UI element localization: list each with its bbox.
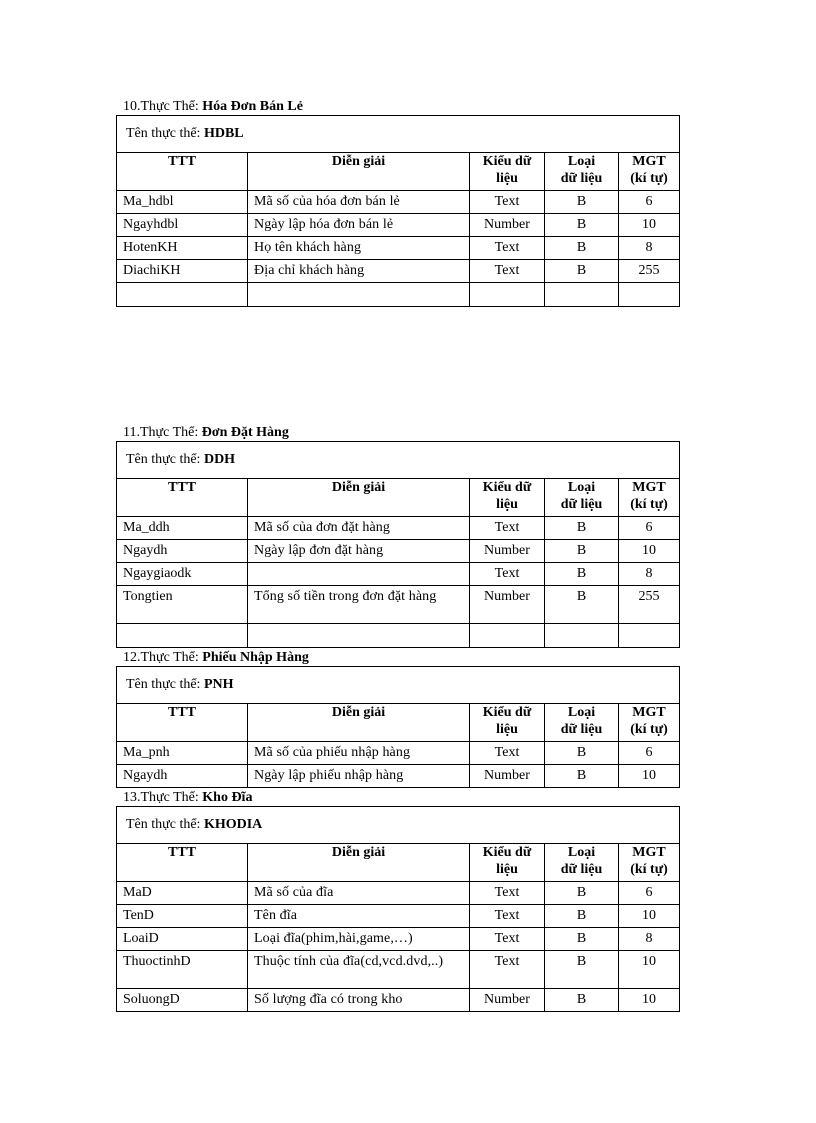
cell-loai-du-lieu: B	[545, 191, 619, 214]
cell-dien-giai: Thuộc tính của đĩa(cd,vcd.dvd,..)	[248, 951, 470, 989]
column-header-ttt	[117, 844, 248, 882]
section-number-label: 10.Thực Thể:	[123, 99, 199, 114]
entity-name-cell	[117, 116, 680, 153]
column-header-mgt	[619, 153, 680, 191]
column-header-kieu-du-lieu-text: Kiểu dữ	[482, 705, 532, 720]
empty-cell	[117, 624, 248, 648]
entity-code: DDH	[203, 452, 236, 467]
table-row	[117, 260, 680, 283]
cell-loai-du-lieu: B	[545, 905, 619, 928]
cell-dien-giai: Loại đĩa(phim,hài,game,…)	[248, 928, 470, 951]
column-header-kieu-du-lieu-text: Kiểu dữ	[482, 154, 532, 169]
cell-kieu-du-lieu: Text	[470, 191, 545, 214]
cell-kieu-du-lieu: Text	[470, 517, 545, 540]
cell-ttt: SoluongD	[117, 989, 248, 1012]
entity-code: KHODIA	[203, 817, 263, 832]
cell-dien-giai: Tên đĩa	[248, 905, 470, 928]
entity-name-row	[117, 807, 680, 844]
empty-cell	[248, 624, 470, 648]
entity-table	[116, 666, 680, 788]
column-header-mgt-text: (kí tự)	[630, 722, 668, 737]
column-header-dien-giai-text: Diễn giải	[331, 845, 386, 860]
header-row	[117, 704, 680, 742]
cell-loai-du-lieu: B	[545, 214, 619, 237]
entity-title: Kho Đĩa	[202, 790, 253, 805]
column-header-ttt-text: TTT	[167, 845, 196, 860]
entity-name-label: Tên thực thể:	[126, 452, 201, 467]
cell-mgt: 10	[619, 989, 680, 1012]
empty-cell	[470, 283, 545, 307]
column-header-dien-giai	[248, 479, 470, 517]
empty-cell	[117, 283, 248, 307]
entity-title: Phiếu Nhập Hàng	[202, 650, 309, 665]
cell-mgt: 6	[619, 742, 680, 765]
cell-mgt: 10	[619, 214, 680, 237]
column-header-loai-du-lieu	[545, 479, 619, 517]
column-header-loai-du-lieu-text: dữ liệu	[560, 171, 603, 186]
cell-mgt: 8	[619, 928, 680, 951]
cell-dien-giai	[248, 563, 470, 586]
cell-loai-du-lieu: B	[545, 237, 619, 260]
header-row	[117, 844, 680, 882]
column-header-kieu-du-lieu-text: liệu	[496, 497, 518, 512]
cell-loai-du-lieu: B	[545, 765, 619, 788]
cell-loai-du-lieu: B	[545, 540, 619, 563]
cell-kieu-du-lieu: Number	[470, 765, 545, 788]
cell-ttt: HotenKH	[117, 237, 248, 260]
section-number-label: 13.Thực Thể:	[123, 790, 199, 805]
table-row	[117, 928, 680, 951]
cell-kieu-du-lieu: Text	[470, 260, 545, 283]
column-header-loai-du-lieu	[545, 153, 619, 191]
table-row	[117, 214, 680, 237]
column-header-dien-giai-text: Diễn giải	[331, 705, 386, 720]
table-row	[117, 237, 680, 260]
column-header-kieu-du-lieu-text: Kiểu dữ	[482, 845, 532, 860]
column-header-dien-giai	[248, 704, 470, 742]
column-header-kieu-du-lieu	[470, 844, 545, 882]
cell-loai-du-lieu: B	[545, 989, 619, 1012]
cell-kieu-du-lieu: Number	[470, 989, 545, 1012]
empty-cell	[545, 283, 619, 307]
table-row	[117, 540, 680, 563]
cell-ttt: Ma_pnh	[117, 742, 248, 765]
column-header-mgt-text: MGT	[632, 480, 666, 495]
table-row	[117, 563, 680, 586]
entity-table	[116, 441, 680, 648]
entity-name-label: Tên thực thể:	[126, 126, 201, 141]
column-header-loai-du-lieu-text: dữ liệu	[560, 862, 603, 877]
cell-dien-giai: Mã số của hóa đơn bán lẻ	[248, 191, 470, 214]
table-row	[117, 951, 680, 989]
cell-ttt: MaD	[117, 882, 248, 905]
entity-name-row	[117, 442, 680, 479]
column-header-loai-du-lieu-text: dữ liệu	[560, 722, 603, 737]
column-header-dien-giai-text: Diễn giải	[331, 480, 386, 495]
empty-cell	[619, 283, 680, 307]
section-number-label: 11.Thực Thể:	[123, 425, 199, 440]
column-header-mgt	[619, 704, 680, 742]
cell-kieu-du-lieu: Number	[470, 586, 545, 624]
column-header-loai-du-lieu-text: Loại	[567, 154, 596, 169]
cell-mgt: 8	[619, 237, 680, 260]
column-header-mgt	[619, 844, 680, 882]
column-header-kieu-du-lieu-text: liệu	[496, 862, 518, 877]
cell-loai-du-lieu: B	[545, 882, 619, 905]
section-number-label: 12.Thực Thể:	[123, 650, 199, 665]
column-header-dien-giai-text: Diễn giải	[331, 154, 386, 169]
column-header-kieu-du-lieu-text: Kiểu dữ	[482, 480, 532, 495]
entity-name-cell	[117, 667, 680, 704]
column-header-mgt-text: (kí tự)	[630, 497, 668, 512]
section-heading	[123, 99, 303, 115]
cell-ttt: TenD	[117, 905, 248, 928]
cell-mgt: 6	[619, 882, 680, 905]
cell-mgt: 10	[619, 905, 680, 928]
cell-kieu-du-lieu: Text	[470, 951, 545, 989]
cell-dien-giai: Mã số của phiếu nhập hàng	[248, 742, 470, 765]
cell-kieu-du-lieu: Text	[470, 237, 545, 260]
cell-kieu-du-lieu: Text	[470, 928, 545, 951]
cell-dien-giai: Mã số của đĩa	[248, 882, 470, 905]
entity-name-cell	[117, 807, 680, 844]
cell-loai-du-lieu: B	[545, 742, 619, 765]
cell-dien-giai: Số lượng đĩa có trong kho	[248, 989, 470, 1012]
cell-ttt: Ma_hdbl	[117, 191, 248, 214]
cell-ttt: ThuoctinhD	[117, 951, 248, 989]
table-row	[117, 765, 680, 788]
column-header-ttt-text: TTT	[167, 480, 196, 495]
column-header-mgt-text: (kí tự)	[630, 171, 668, 186]
cell-ttt: DiachiKH	[117, 260, 248, 283]
column-header-ttt	[117, 479, 248, 517]
table-row	[117, 191, 680, 214]
cell-mgt: 6	[619, 191, 680, 214]
cell-kieu-du-lieu: Number	[470, 214, 545, 237]
cell-kieu-du-lieu: Text	[470, 882, 545, 905]
cell-mgt: 10	[619, 765, 680, 788]
empty-cell	[248, 283, 470, 307]
cell-mgt: 10	[619, 540, 680, 563]
entity-name-row	[117, 667, 680, 704]
section-heading	[123, 425, 289, 441]
cell-ttt: Ngaydh	[117, 540, 248, 563]
cell-kieu-du-lieu: Text	[470, 563, 545, 586]
column-header-kieu-du-lieu-text: liệu	[496, 171, 518, 186]
cell-kieu-du-lieu: Text	[470, 742, 545, 765]
cell-loai-du-lieu: B	[545, 928, 619, 951]
cell-dien-giai: Mã số của đơn đặt hàng	[248, 517, 470, 540]
entity-table	[116, 115, 680, 307]
cell-dien-giai: Ngày lập đơn đặt hàng	[248, 540, 470, 563]
column-header-ttt	[117, 704, 248, 742]
cell-ttt: Tongtien	[117, 586, 248, 624]
column-header-kieu-du-lieu	[470, 479, 545, 517]
entity-name-cell	[117, 442, 680, 479]
empty-cell	[470, 624, 545, 648]
entity-name-row	[117, 116, 680, 153]
column-header-mgt-text: MGT	[632, 154, 666, 169]
column-header-loai-du-lieu-text: Loại	[567, 845, 596, 860]
cell-dien-giai: Ngày lập phiếu nhập hàng	[248, 765, 470, 788]
column-header-loai-du-lieu-text: Loại	[567, 705, 596, 720]
column-header-mgt-text: (kí tự)	[630, 862, 668, 877]
empty-row	[117, 624, 680, 648]
empty-cell	[619, 624, 680, 648]
cell-ttt: LoaiD	[117, 928, 248, 951]
column-header-loai-du-lieu	[545, 704, 619, 742]
table-row	[117, 989, 680, 1012]
table-row	[117, 742, 680, 765]
cell-mgt: 255	[619, 260, 680, 283]
cell-dien-giai: Địa chỉ khách hàng	[248, 260, 470, 283]
column-header-kieu-du-lieu	[470, 153, 545, 191]
empty-cell	[545, 624, 619, 648]
cell-mgt: 10	[619, 951, 680, 989]
header-row	[117, 153, 680, 191]
entity-code: PNH	[203, 677, 234, 692]
cell-ttt: Ngayhdbl	[117, 214, 248, 237]
cell-loai-du-lieu: B	[545, 260, 619, 283]
entity-name-label: Tên thực thể:	[126, 677, 201, 692]
table-row	[117, 586, 680, 624]
table-row	[117, 905, 680, 928]
column-header-kieu-du-lieu	[470, 704, 545, 742]
column-header-loai-du-lieu-text: dữ liệu	[560, 497, 603, 512]
cell-dien-giai: Họ tên khách hàng	[248, 237, 470, 260]
cell-ttt: Ngaygiaodk	[117, 563, 248, 586]
cell-kieu-du-lieu: Text	[470, 905, 545, 928]
header-row	[117, 479, 680, 517]
empty-row	[117, 283, 680, 307]
entity-title: Hóa Đơn Bán Lẻ	[202, 99, 303, 114]
cell-kieu-du-lieu: Number	[470, 540, 545, 563]
column-header-mgt-text: MGT	[632, 845, 666, 860]
column-header-loai-du-lieu	[545, 844, 619, 882]
column-header-ttt-text: TTT	[167, 705, 196, 720]
column-header-ttt-text: TTT	[167, 154, 196, 169]
cell-mgt: 6	[619, 517, 680, 540]
cell-loai-du-lieu: B	[545, 586, 619, 624]
cell-loai-du-lieu: B	[545, 517, 619, 540]
column-header-dien-giai	[248, 844, 470, 882]
entity-table	[116, 806, 680, 1012]
column-header-ttt	[117, 153, 248, 191]
column-header-mgt-text: MGT	[632, 705, 666, 720]
cell-mgt: 8	[619, 563, 680, 586]
cell-mgt: 255	[619, 586, 680, 624]
cell-ttt: Ma_ddh	[117, 517, 248, 540]
entity-code: HDBL	[203, 126, 244, 141]
entity-title: Đơn Đặt Hàng	[201, 425, 289, 440]
cell-ttt: Ngaydh	[117, 765, 248, 788]
column-header-loai-du-lieu-text: Loại	[567, 480, 596, 495]
cell-dien-giai: Tổng số tiền trong đơn đặt hàng	[248, 586, 470, 624]
column-header-kieu-du-lieu-text: liệu	[496, 722, 518, 737]
column-header-mgt	[619, 479, 680, 517]
table-row	[117, 882, 680, 905]
column-header-dien-giai	[248, 153, 470, 191]
cell-loai-du-lieu: B	[545, 951, 619, 989]
section-heading	[123, 790, 252, 806]
table-row	[117, 517, 680, 540]
cell-dien-giai: Ngày lập hóa đơn bán lẻ	[248, 214, 470, 237]
cell-loai-du-lieu: B	[545, 563, 619, 586]
entity-name-label: Tên thực thể:	[126, 817, 201, 832]
section-heading	[123, 650, 309, 666]
